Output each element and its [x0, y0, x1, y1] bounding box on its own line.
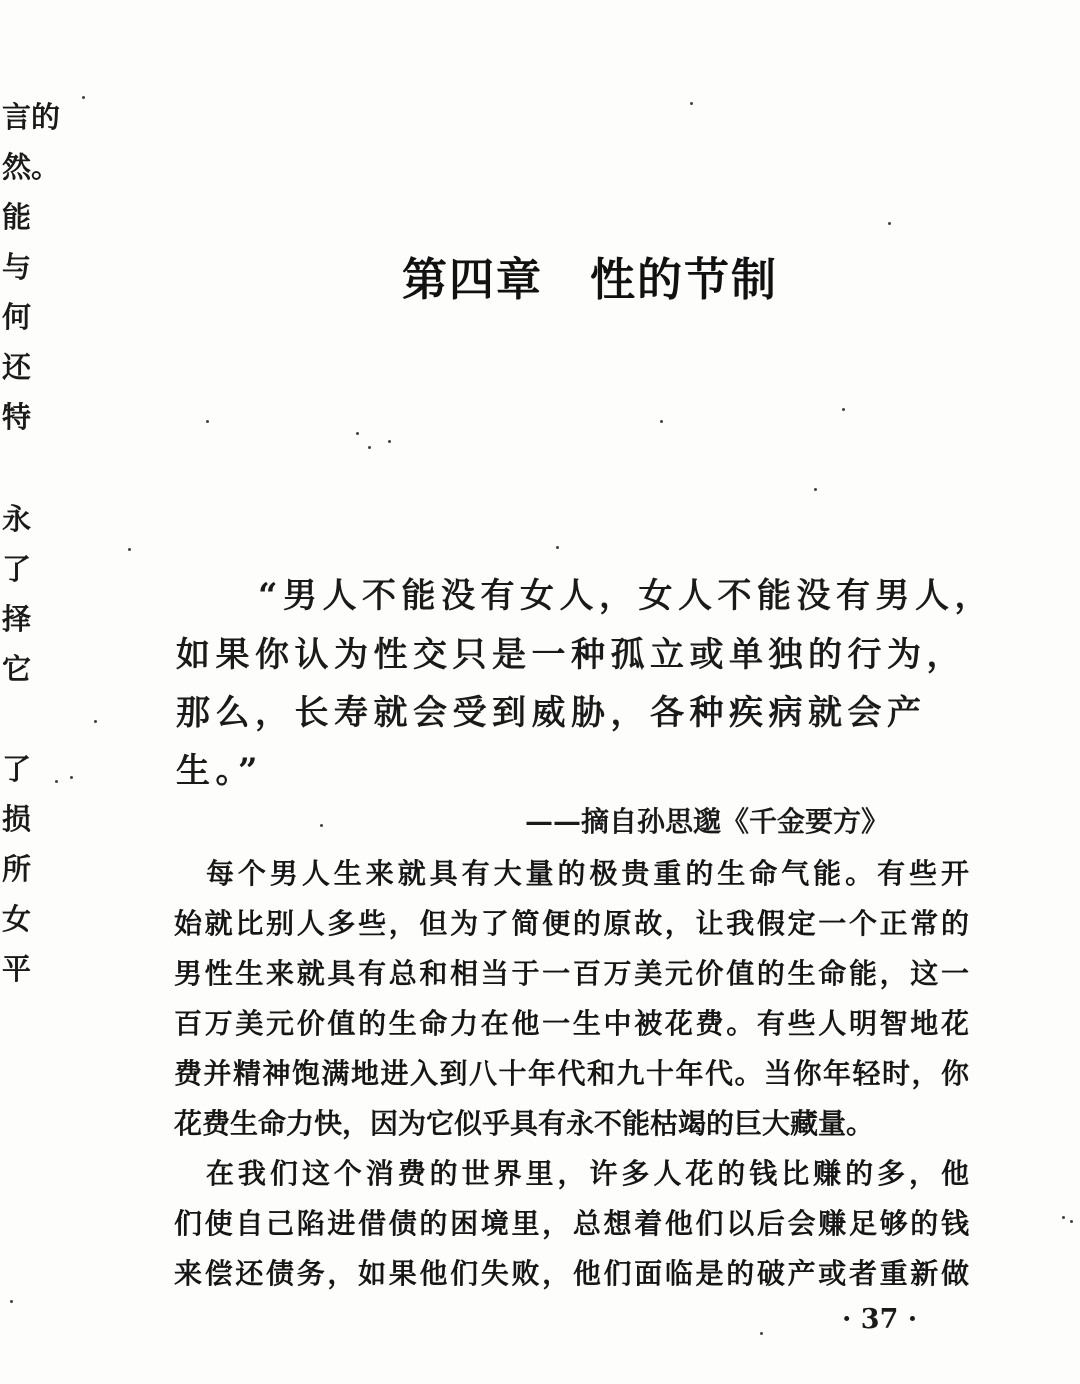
speck [760, 1332, 763, 1335]
speck [10, 1300, 13, 1303]
margin-fragment: 言的 [2, 100, 61, 134]
margin-fragment: 何 [2, 300, 32, 334]
body-line: 花费生命力快，因为它似乎具有永不能枯竭的巨大藏量。 [174, 1107, 875, 1140]
speck [206, 420, 209, 423]
quote-line: “男人不能没有女人，女人不能没有男人， [258, 576, 995, 616]
speck [70, 776, 73, 779]
body-line: 们使自己陷进借债的困境里，总想着他们以后会赚足够的钱 [174, 1207, 969, 1240]
margin-fragment: 然。 [2, 150, 61, 184]
body-line: 始就比别人多些，但为了简便的原故，让我假定一个正常的 [174, 907, 969, 940]
speck [356, 432, 359, 435]
margin-fragment: 损 [2, 802, 32, 836]
margin-fragment: 平 [2, 952, 32, 986]
body-line: 来偿还债务，如果他们失败，他们面临是的破产或者重新做 [174, 1257, 969, 1290]
margin-fragment: 了 [2, 752, 32, 786]
speck [1062, 1216, 1065, 1219]
speck [94, 720, 97, 723]
speck [1070, 1220, 1073, 1223]
speck [82, 96, 85, 99]
speck [690, 102, 693, 105]
speck [128, 548, 131, 551]
body-line: 在我们这个消费的世界里，许多人花的钱比赚的多，他 [174, 1157, 969, 1190]
margin-fragment: 它 [2, 652, 32, 686]
margin-fragment: 永 [2, 502, 32, 536]
speck [556, 546, 559, 549]
margin-fragment: 还 [2, 350, 32, 384]
speck [888, 222, 891, 225]
margin-fragment: 与 [2, 250, 32, 284]
speck [814, 488, 817, 491]
chapter-title: 第四章 性的节制 [401, 253, 778, 306]
margin-fragment: 能 [2, 200, 32, 234]
margin-fragment: 了 [2, 552, 32, 586]
body-line: 男性生来就具有总和相当于一百万美元价值的生命能，这一 [174, 957, 969, 990]
speck [660, 420, 663, 423]
body-line: 每个男人生来就具有大量的极贵重的生命气能。有些开 [174, 857, 969, 890]
quote-attribution: ——摘自孙思邈《千金要方》 [525, 805, 890, 838]
margin-fragment: 女 [2, 902, 32, 936]
body-line: 费并精神饱满地进入到八十年代和九十年代。当你年轻时，你 [174, 1057, 969, 1090]
quote-line: 生。” [176, 751, 264, 791]
speck [368, 446, 371, 449]
margin-fragment: 所 [2, 852, 32, 886]
page-number: · 37 · [842, 1304, 918, 1335]
speck [388, 440, 391, 443]
speck [842, 408, 845, 411]
margin-fragment: 特 [2, 400, 32, 434]
speck [320, 824, 323, 827]
speck [55, 780, 58, 783]
quote-line: 如果你认为性交只是一种孤立或单独的行为， [176, 635, 966, 675]
facing-page-margin [0, 0, 61, 1384]
quote-line: 那么，长寿就会受到威胁，各种疾病就会产 [176, 693, 927, 733]
body-line: 百万美元价值的生命力在他一生中被花费。有些人明智地花 [174, 1007, 969, 1040]
margin-fragment: 择 [2, 602, 32, 636]
